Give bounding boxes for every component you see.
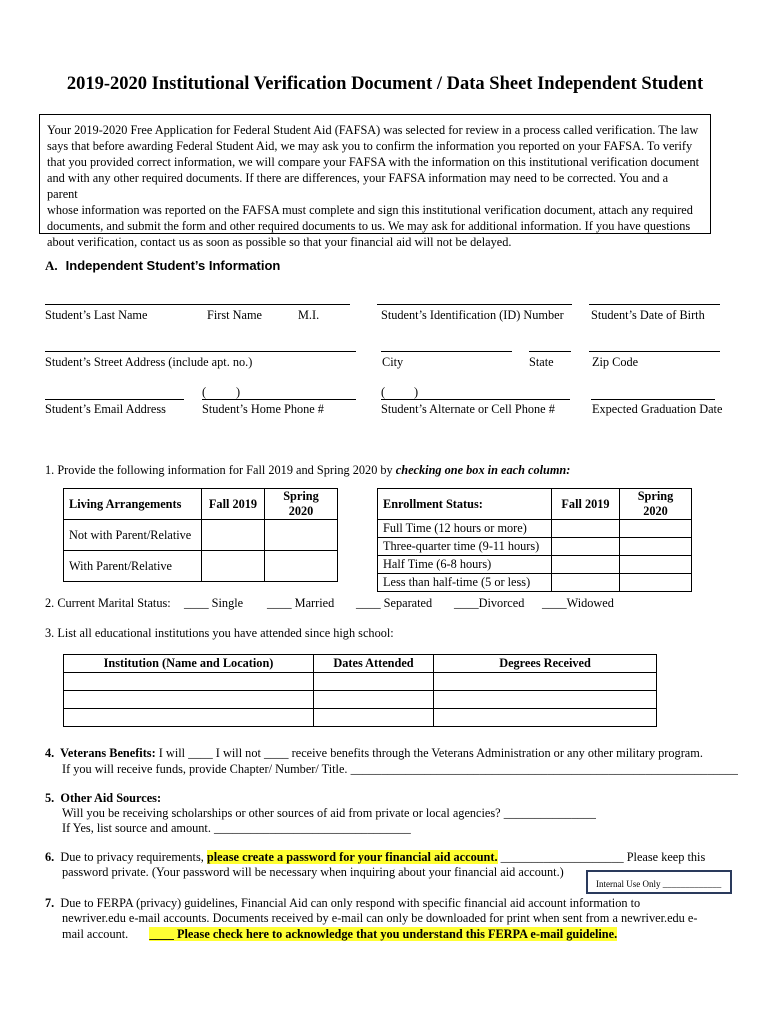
password-field-line[interactable]: ____________________ Please keep this <box>500 850 706 864</box>
table-cell[interactable] <box>64 673 314 691</box>
table-header: Enrollment Status: <box>378 489 552 520</box>
grad-date-field-line[interactable] <box>591 399 715 400</box>
home-phone-label: Student’s Home Phone # <box>202 402 324 416</box>
question-number: 4. <box>45 746 55 760</box>
table-row-label: Full Time (12 hours or more) <box>378 520 552 538</box>
zip-field-line[interactable] <box>589 351 720 352</box>
question-number: 6. <box>45 850 55 864</box>
question-number: 2. <box>45 596 55 610</box>
checkbox-cell[interactable] <box>202 520 265 551</box>
question-emphasis: checking one box in each column: <box>395 463 571 477</box>
question-5 <box>45 790 161 806</box>
home-phone-field-line[interactable] <box>202 399 356 400</box>
ferpa-acknowledge-checkbox[interactable]: ____ Please check here to acknowledge that you understand this FERPA e-mail guideline. <box>149 927 618 941</box>
last-name-label: Student’s Last Name <box>45 308 148 322</box>
table-cell[interactable] <box>314 673 434 691</box>
password-note: password private. (Your password will be necessary when inquiring about your financial aid account.) <box>62 865 564 879</box>
question-number: 7. <box>45 896 55 910</box>
question-text: I will ____ I will not ____ receive benefits through the Veterans Administration or any other military program. <box>158 746 703 760</box>
street-field-line[interactable] <box>45 351 356 352</box>
alt-phone-field-line[interactable] <box>381 399 570 400</box>
student-id-field-line[interactable] <box>377 304 572 305</box>
zip-label: Zip Code <box>592 355 639 369</box>
question-1 <box>45 462 570 478</box>
other-aid-question-line[interactable]: Will you be receiving scholarships or other sources of aid from private or local agencies? _______________ <box>62 806 596 820</box>
question-number: 5. <box>45 791 55 805</box>
checkbox-cell[interactable] <box>265 520 338 551</box>
question-label: Veterans Benefits: <box>60 746 156 760</box>
intro-line: that you provided correct information, we will compare your FAFSA with the information on this institutional verification document <box>47 155 700 169</box>
table-cell[interactable] <box>434 709 657 727</box>
intro-line: and with any other required documents. If there are differences, your FAFSA information may need to be corrected. You and a parent <box>47 171 669 201</box>
table-row-label: Less than half-time (5 or less) <box>378 574 552 592</box>
internal-use-box: Internal Use Only _____________ <box>586 870 732 894</box>
intro-line: documents, and submit the form and other required documents to us. We may ask for additional information. If you have questions <box>47 219 691 233</box>
checkbox-cell[interactable] <box>552 574 620 592</box>
marital-option-single[interactable]: ____ Single <box>184 596 244 610</box>
checkbox-cell[interactable] <box>620 574 692 592</box>
living-arrangements-table <box>63 488 338 582</box>
intro-box <box>39 114 711 249</box>
table-header: Institution (Name and Location) <box>64 655 314 673</box>
table-cell[interactable] <box>314 691 434 709</box>
name-field-line[interactable] <box>45 304 350 305</box>
question-4 <box>45 745 703 761</box>
section-a-heading <box>45 258 280 274</box>
mi-label: M.I. <box>298 308 320 322</box>
alt-phone-label: Student’s Alternate or Cell Phone # <box>381 402 555 416</box>
email-field-line[interactable] <box>45 399 184 400</box>
dob-label: Student’s Date of Birth <box>591 308 705 322</box>
table-row-label: Three-quarter time (9-11 hours) <box>378 538 552 556</box>
table-header: Degrees Received <box>434 655 657 673</box>
intro-line: about verification, contact us as soon as possible so that your financial aid will not be delayed. <box>47 235 512 249</box>
question-number: 1. <box>45 463 55 477</box>
question-text: Current Marital Status: <box>57 596 171 610</box>
question-text: List all educational institutions you have attended since high school: <box>57 626 394 640</box>
table-header: Spring 2020 <box>620 489 692 520</box>
table-cell[interactable] <box>434 673 657 691</box>
question-3 <box>45 625 394 641</box>
table-row-label: Half Time (6-8 hours) <box>378 556 552 574</box>
alt-phone-paren-close: ) <box>414 385 419 399</box>
table-header: Spring 2020 <box>265 489 338 520</box>
table-row-label: With Parent/Relative <box>64 551 202 582</box>
section-letter: A. <box>45 258 58 273</box>
checkbox-cell[interactable] <box>552 556 620 574</box>
password-highlight: please create a password for your financial aid account. <box>206 850 498 864</box>
checkbox-cell[interactable] <box>202 551 265 582</box>
question-text: Due to FERPA (privacy) guidelines, Financial Aid can only respond with specific financial aid account information to <box>60 896 641 910</box>
question-text: Provide the following information for Fall 2019 and Spring 2020 by <box>57 463 393 477</box>
other-aid-source-line[interactable]: If Yes, list source and amount. ________________________________ <box>62 821 411 835</box>
question-number: 3. <box>45 626 55 640</box>
email-label: Student’s Email Address <box>45 402 166 416</box>
table-header: Living Arrangements <box>64 489 202 520</box>
state-label: State <box>529 355 554 369</box>
home-phone-paren-open: ( <box>202 385 207 399</box>
question-2 <box>45 595 171 611</box>
question-7 <box>45 895 640 911</box>
marital-option-married[interactable]: ____ Married <box>267 596 335 610</box>
table-header: Fall 2019 <box>552 489 620 520</box>
home-phone-paren-close: ) <box>236 385 241 399</box>
checkbox-cell[interactable] <box>552 520 620 538</box>
alt-phone-paren-open: ( <box>381 385 386 399</box>
institutions-table <box>63 654 657 727</box>
street-label: Student’s Street Address (include apt. no.) <box>45 355 253 369</box>
table-cell[interactable] <box>64 709 314 727</box>
checkbox-cell[interactable] <box>620 538 692 556</box>
table-cell[interactable] <box>314 709 434 727</box>
checkbox-cell[interactable] <box>552 538 620 556</box>
state-field-line[interactable] <box>529 351 571 352</box>
table-header: Fall 2019 <box>202 489 265 520</box>
table-cell[interactable] <box>64 691 314 709</box>
question-label: Other Aid Sources: <box>60 791 162 805</box>
ferpa-line-3 <box>62 926 617 942</box>
checkbox-cell[interactable] <box>620 520 692 538</box>
city-field-line[interactable] <box>381 351 512 352</box>
marital-option-separated[interactable]: ____ Separated <box>356 596 433 610</box>
checkbox-cell[interactable] <box>265 551 338 582</box>
grad-date-label: Expected Graduation Date <box>592 402 723 416</box>
checkbox-cell[interactable] <box>620 556 692 574</box>
table-row-label: Not with Parent/Relative <box>64 520 202 551</box>
city-label: City <box>382 355 404 369</box>
question-text: Due to privacy requirements, <box>60 850 204 864</box>
marital-option-divorced[interactable]: ____Divorced <box>454 596 525 610</box>
enrollment-status-table <box>377 488 692 592</box>
table-header: Dates Attended <box>314 655 434 673</box>
marital-option-widowed[interactable]: ____Widowed <box>542 596 614 610</box>
first-name-label: First Name <box>207 308 262 322</box>
student-id-label: Student’s Identification (ID) Number <box>381 308 564 322</box>
section-title: Independent Student’s Information <box>65 258 281 273</box>
intro-line: says that before awarding Federal Student Aid, we may ask you to confirm the information you reported on your FAFSA. To verify <box>47 139 693 153</box>
table-cell[interactable] <box>434 691 657 709</box>
question-6 <box>45 849 705 865</box>
ferpa-line-3-text: mail account. <box>62 927 129 941</box>
dob-field-line[interactable] <box>589 304 720 305</box>
veterans-chapter-line[interactable]: If you will receive funds, provide Chapter/ Number/ Title. _______________________________________________________________ <box>62 762 738 776</box>
intro-line: whose information was reported on the FAFSA must complete and sign this institutional verification document, attach any required <box>47 203 693 217</box>
ferpa-line-2: newriver.edu e-mail accounts. Documents received by e-mail can only be downloaded for print when sent from a newriver.edu e- <box>62 911 698 925</box>
intro-line: Your 2019-2020 Free Application for Federal Student Aid (FAFSA) was selected for review in a process called verification. The law <box>47 123 699 137</box>
page-title: 2019-2020 Institutional Verification Document / Data Sheet Independent Student <box>66 74 704 94</box>
